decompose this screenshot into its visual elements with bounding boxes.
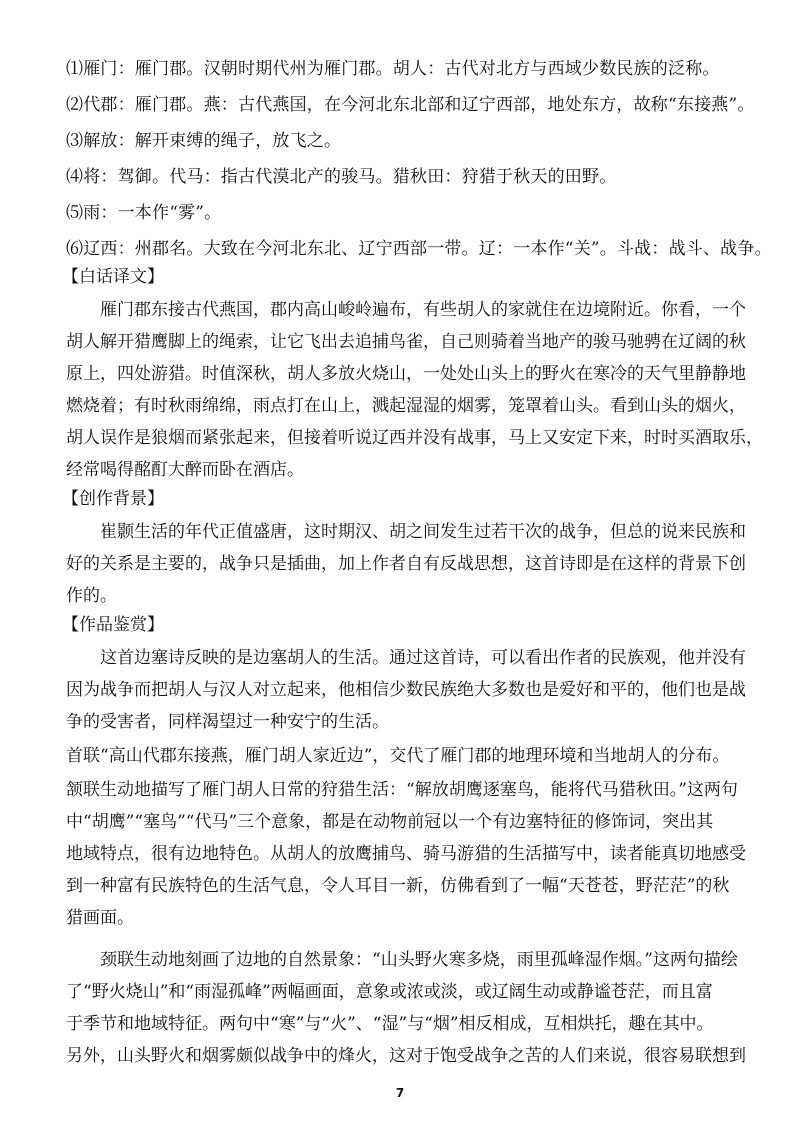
appreciation-paragraph-3	[66, 774, 746, 934]
note-1: ⑴雁门：雁门郡。汉朝时期代州为雁门郡。胡人：古代对北方与西域少数民族的泛称。	[66, 59, 720, 79]
note-2: ⑵代郡：雁门郡。燕：古代燕国，在今河北东北部和辽宁西部，地处东方，故称“东接燕”。	[66, 95, 755, 115]
translation-line: 雁门郡东接古代燕国，郡内高山峻岭遍布，有些胡人的家就住在边境附近。你看，一个	[100, 300, 746, 320]
appreciation-section	[62, 614, 746, 1072]
appreciation-line: 于季节和地域特征。两句中“寒”与“火”、“湿”与“烟”相反相成，互相烘托，趣在其中。	[66, 1014, 714, 1034]
translation-heading: 【白话译文】	[62, 267, 164, 287]
appreciation-line: 因为战争而把胡人与汉人对立起来，他相信少数民族绝大多数也是爱好和平的，他们也是战	[66, 680, 746, 700]
translation-line: 胡人误作是狼烟而紧张起来，但接着听说辽西并没有战事，马上又安定下来，时时买酒取乐，	[66, 428, 763, 448]
appreciation-line: 猎画面。	[66, 908, 134, 928]
appreciation-paragraph-2	[66, 740, 736, 772]
note-6: ⑹辽西：州郡名。大致在今河北东北、辽宁西部一带。辽：一本作“关”。斗战：战斗、战争。	[66, 239, 772, 259]
background-line: 好的关系是主要的，战争只是插曲，加上作者自有反战思想，这首诗即是在这样的背景下创	[66, 554, 746, 574]
annotation-notes	[66, 58, 772, 260]
translation-paragraph	[66, 294, 763, 486]
appreciation-line: 这首边塞诗反映的是边塞胡人的生活。通过这首诗，可以看出作者的民族观，他并没有	[100, 648, 746, 668]
background-heading: 【创作背景】	[62, 489, 164, 509]
appreciation-heading: 【作品鉴赏】	[62, 615, 164, 635]
appreciation-line: 了“野火烧山”和“雨湿孤峰”两幅画面，意象或浓或淡，或辽阔生动或静谧苍茫，而且富	[66, 982, 713, 1002]
translation-line: 燃烧着；有时秋雨绵绵，雨点打在山上，溅起湿湿的烟雾，笼罩着山头。看到山头的烟火，	[66, 396, 746, 416]
note-4: ⑷将：驾御。代马：指古代漠北产的骏马。猎秋田：狩猎于秋天的田野。	[66, 167, 617, 187]
background-line: 作的。	[66, 586, 117, 606]
note-5: ⑸雨：一本作“雾”。	[66, 203, 222, 223]
appreciation-line: 到一种富有民族特色的生活气息，令人耳目一新，仿佛看到了一幅“天苍苍，野茫茫”的秋	[66, 876, 730, 896]
translation-section	[62, 266, 763, 486]
background-line: 崔颢生活的年代正值盛唐，这时期汉、胡之间发生过若干次的战争，但总的说来民族和	[100, 522, 746, 542]
note-3: ⑶解放：解开束缚的绳子，放飞之。	[66, 131, 342, 151]
translation-line: 经常喝得酩酊大醉而卧在酒店。	[66, 460, 304, 480]
appreciation-line: 争的受害者，同样渴望过一种安宁的生活。	[66, 712, 389, 732]
appreciation-line: 颔联生动地描写了雁门胡人日常的狩猎生活：“解放胡鹰逐塞鸟，能将代马猎秋田。”这两句	[66, 780, 738, 800]
appreciation-line: 颈联生动地刻画了边地的自然景象：“山头野火寒多烧，雨里孤峰湿作烟。”这两句描绘	[100, 950, 738, 970]
appreciation-line: 中“胡鹰”“塞鸟”“代马”三个意象，都是在动物前冠以一个有边塞特征的修饰词，突出其	[66, 812, 714, 832]
translation-line: 胡人解开猎鹰脚上的绳索，让它飞出去追捕鸟雀，自己则骑着当地产的骏马驰骋在辽阔的秋	[66, 332, 746, 352]
page-number: 7	[395, 1086, 405, 1100]
appreciation-line: 首联“高山代郡东接燕，雁门胡人家近边”，交代了雁门郡的地理环境和当地胡人的分布。	[66, 746, 730, 766]
background-section	[62, 488, 746, 612]
appreciation-paragraph-1	[66, 642, 746, 738]
background-paragraph	[66, 516, 746, 612]
translation-line: 原上，四处游猎。时值深秋，胡人多放火烧山，一处处山头上的野火在寒冷的天气里静静地	[66, 364, 746, 384]
appreciation-line: 另外，山头野火和烟雾颇似战争中的烽火，这对于饱受战争之苦的人们来说，很容易联想到	[66, 1046, 746, 1066]
appreciation-line: 地域特点，很有边地特色。从胡人的放鹰捕鸟、骑马游猎的生活描写中，读者能真切地感受	[66, 844, 746, 864]
appreciation-paragraph-4	[66, 944, 746, 1072]
paragraph-spacer	[66, 936, 736, 944]
